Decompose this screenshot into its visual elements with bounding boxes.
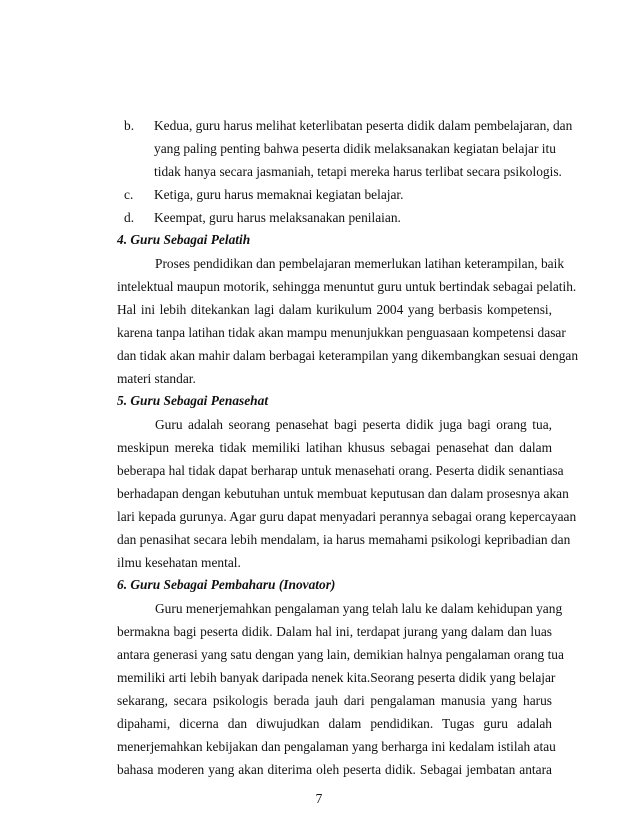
section-6-line-7: menerjemahkan kebijakan dan pengalaman yang berharga ini kedalam istilah atau (117, 739, 556, 754)
list-marker-d: d. (124, 210, 135, 225)
section-5-line-1: Guru adalah seorang penasehat bagi peserta didik juga bagi orang tua, (155, 417, 552, 432)
list-item-b-line-2: yang paling penting bahwa peserta didik melaksanakan kegiatan belajar itu (154, 141, 556, 156)
section-6-line-8: bahasa moderen yang akan diterima oleh peserta didik. Sebagai jembatan antara (117, 762, 552, 777)
section-6-line-5: sekarang, secara psikologis berada jauh dari pengalaman manusia yang harus (117, 693, 552, 708)
section-4-line-2: intelektual maupun motorik, sehingga menuntut guru untuk bertindak sebagai pelatih. (117, 279, 577, 294)
section-5-line-5: lari kepada gurunya. Agar guru dapat menyadari perannya sebagai orang kepercayaan (117, 509, 577, 524)
list-item-b-line-1: Kedua, guru harus melihat keterlibatan peserta didik dalam pembelajaran, dan (154, 118, 573, 133)
section-5-line-3: beberapa hal tidak dapat berharap untuk menasehati orang. Peserta didik senantiasa (117, 463, 564, 478)
section-6-line-1: Guru menerjemahkan pengalaman yang telah lalu ke dalam kehidupan yang (155, 601, 563, 616)
list-marker-c: c. (124, 187, 134, 202)
section-5-line-6: dan penasihat secara lebih mendalam, ia harus memahami psikologi kepribadian dan (117, 532, 571, 547)
list-item-c: Ketiga, guru harus memaknai kegiatan belajar. (154, 187, 404, 202)
section-heading-5: 5. Guru Sebagai Penasehat (117, 393, 269, 408)
section-5-line-2: meskipun mereka tidak memiliki latihan khusus sebagai penasehat dan dalam (117, 440, 552, 455)
section-5-line-7: ilmu kesehatan mental. (117, 555, 241, 570)
section-5-line-4: berhadapan dengan kebutuhan untuk membuat keputusan dan dalam prosesnya akan (117, 486, 569, 501)
list-marker-b: b. (124, 118, 135, 133)
section-4-line-6: materi standar. (117, 371, 196, 386)
section-4-line-5: dan tidak akan mahir dalam berbagai keterampilan yang dikembangkan sesuai dengan (117, 348, 579, 363)
section-4-line-1: Proses pendidikan dan pembelajaran memerlukan latihan keterampilan, baik (155, 256, 565, 271)
section-6-line-6: dipahami, dicerna dan diwujudkan dalam pendidikan. Tugas guru adalah (117, 716, 552, 731)
section-heading-4: 4. Guru Sebagai Pelatih (117, 232, 251, 247)
list-item-d: Keempat, guru harus melaksanakan penilaian. (154, 210, 401, 225)
section-6-line-3: antara generasi yang satu dengan yang lain, demikian halnya pengalaman orang tua (117, 647, 564, 662)
section-4-line-4: karena tanpa latihan tidak akan mampu menunjukkan penguasaan kompetensi dasar (117, 325, 566, 340)
section-6-line-4: memiliki arti lebih banyak daripada nenek kita.Seorang peserta didik yang belajar (117, 670, 556, 685)
section-4-line-3: Hal ini lebih ditekankan lagi dalam kurikulum 2004 yang berbasis kompetensi, (117, 302, 552, 317)
section-6-line-2: bermakna bagi peserta didik. Dalam hal ini, terdapat jurang yang dalam dan luas (117, 624, 552, 639)
list-item-b-line-3: tidak hanya secara jasmaniah, tetapi mereka harus terlibat secara psikologis. (154, 164, 562, 179)
page-number: 7 (315, 791, 323, 806)
section-heading-6: 6. Guru Sebagai Pembaharu (Inovator) (117, 577, 336, 592)
